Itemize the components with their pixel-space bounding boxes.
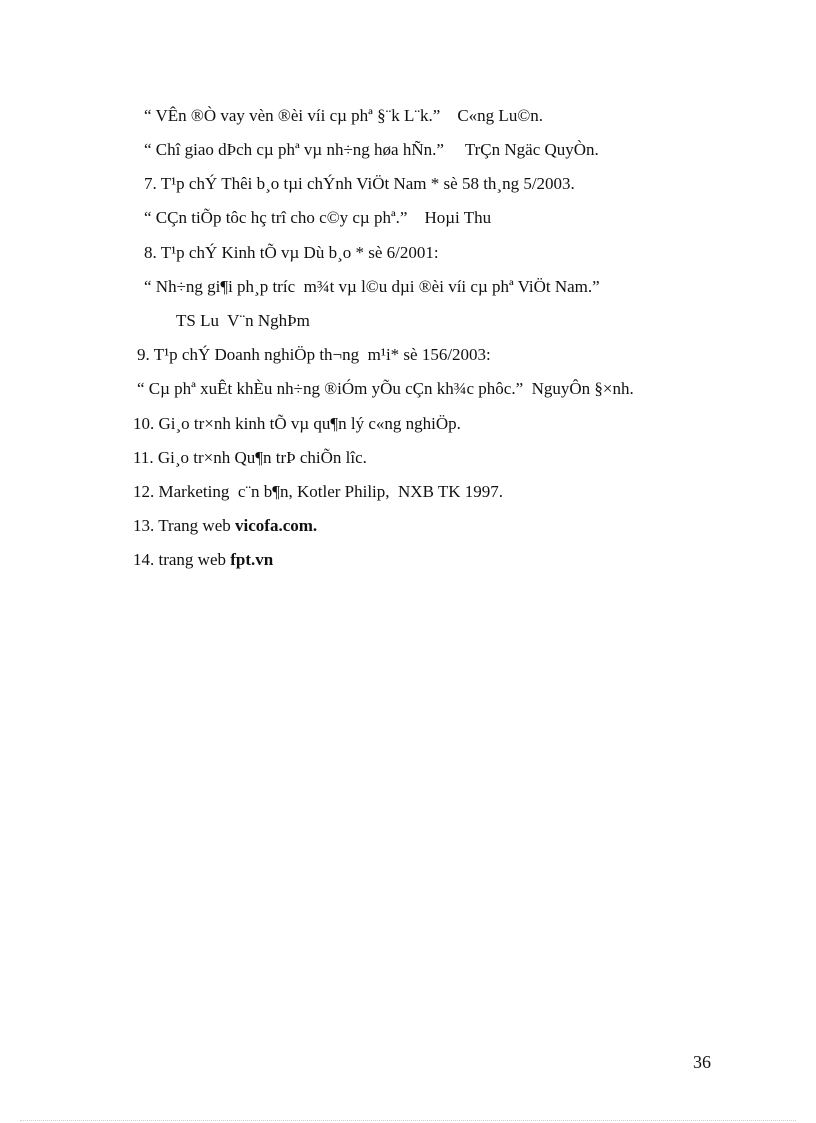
website-name: vicofa.com. [235,516,318,535]
reference-prefix: 13. Trang web [133,516,236,535]
reference-line: 12. Marketing c¨n b¶n, Kotler Philip, NXB TK 1997. [133,482,504,501]
page-bottom-rule [20,1120,796,1121]
reference-line: “ Chî giao dÞch cµ phª vµ nh÷ng høa hÑn.” TrÇn Ngäc QuyÒn. [144,140,599,159]
reference-line: 7. T¹p chÝ Thêi b¸o tµi chÝnh ViÖt Nam * sè 58 th¸ng 5/2003. [144,174,575,193]
reference-prefix: 14. trang web [133,550,231,569]
reference-line: “ Cµ phª xuÊt khÈu nh÷ng ®iÓm yÕu cÇn kh¾c phôc.” NguyÔn §×nh. [137,379,634,398]
website-name: fpt.vn [230,550,274,569]
reference-line: 11. Gi¸o tr×nh Qu¶n trÞ chiÕn lîc. [133,448,367,467]
reference-line: “ CÇn tiÕp tôc hç trî cho c©y cµ phª.” Hoµi Thu [144,208,492,227]
reference-line: 9. T¹p chÝ Doanh nghiÖp th¬ng m¹i* sè 156/2003: [137,345,491,364]
reference-line [133,550,273,570]
reference-line: “ Nh÷ng gi¶i ph¸p tríc m¾t vµ l©u dµi ®èi víi cµ phª ViÖt Nam.” [144,277,600,296]
reference-line: 10. Gi¸o tr×nh kinh tÕ vµ qu¶n lý c«ng nghiÖp. [133,414,461,433]
reference-line [133,516,317,536]
page-number: 36 [693,1052,711,1072]
reference-line: 8. T¹p chÝ Kinh tÕ vµ Dù b¸o * sè 6/2001: [144,243,439,262]
reference-author: TS Lu V¨n NghÞm [176,311,310,330]
reference-line: “ VÊn ®Ò vay vèn ®èi víi cµ phª §¨k L¨k.” C«ng Lu©n. [144,106,543,125]
